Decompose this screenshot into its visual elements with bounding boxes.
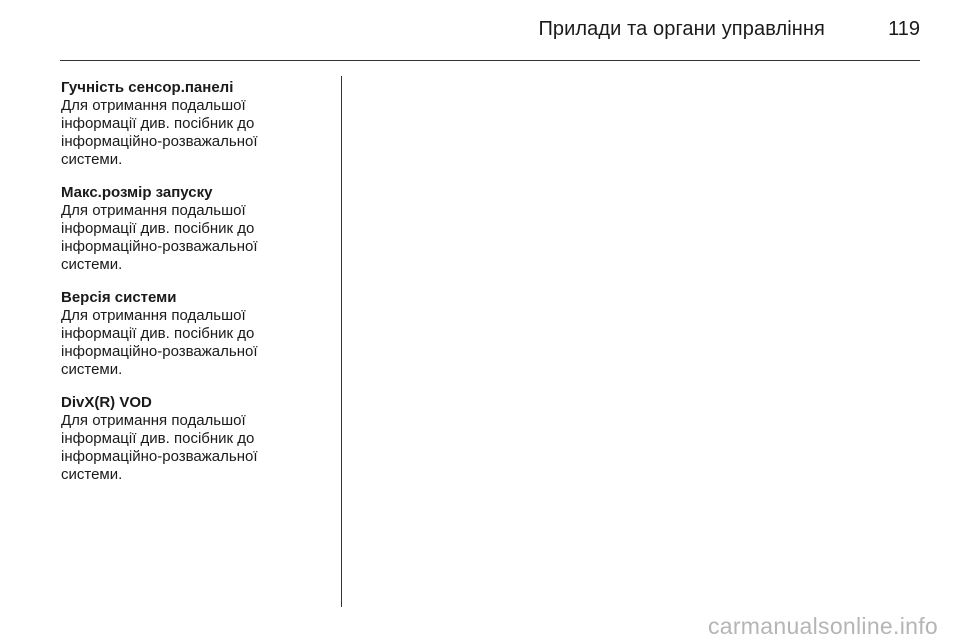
section-body: Для отримання подальшої інформації див. посібник до інформаційно-розважальної системи. [61,97,258,168]
left-column [61,79,331,499]
section-body: Для отримання подальшої інформації див. посібник до інформаційно-розважальної системи. [61,412,258,483]
watermark: carmanualsonline.info [707,613,938,639]
section-heading: Гучність сенсор.панелі [61,79,234,96]
section-body: Для отримання подальшої інформації див. посібник до інформаційно-розважальної системи. [61,202,258,273]
page-number: 119 [888,18,920,40]
section-touch-panel-volume [61,79,331,169]
section-heading: Макс.розмір запуску [61,184,213,201]
section-system-version [61,289,331,379]
header-title: Прилади та органи управління [538,18,825,40]
section-body: Для отримання подальшої інформації див. посібник до інформаційно-розважальної системи. [61,307,258,378]
column-divider [341,76,342,607]
page-header [60,14,920,44]
section-max-startup-size [61,184,331,274]
section-heading: Версія системи [61,289,177,306]
section-heading: DivX(R) VOD [61,394,152,411]
header-rule [60,60,920,61]
section-divx-vod [61,394,331,484]
